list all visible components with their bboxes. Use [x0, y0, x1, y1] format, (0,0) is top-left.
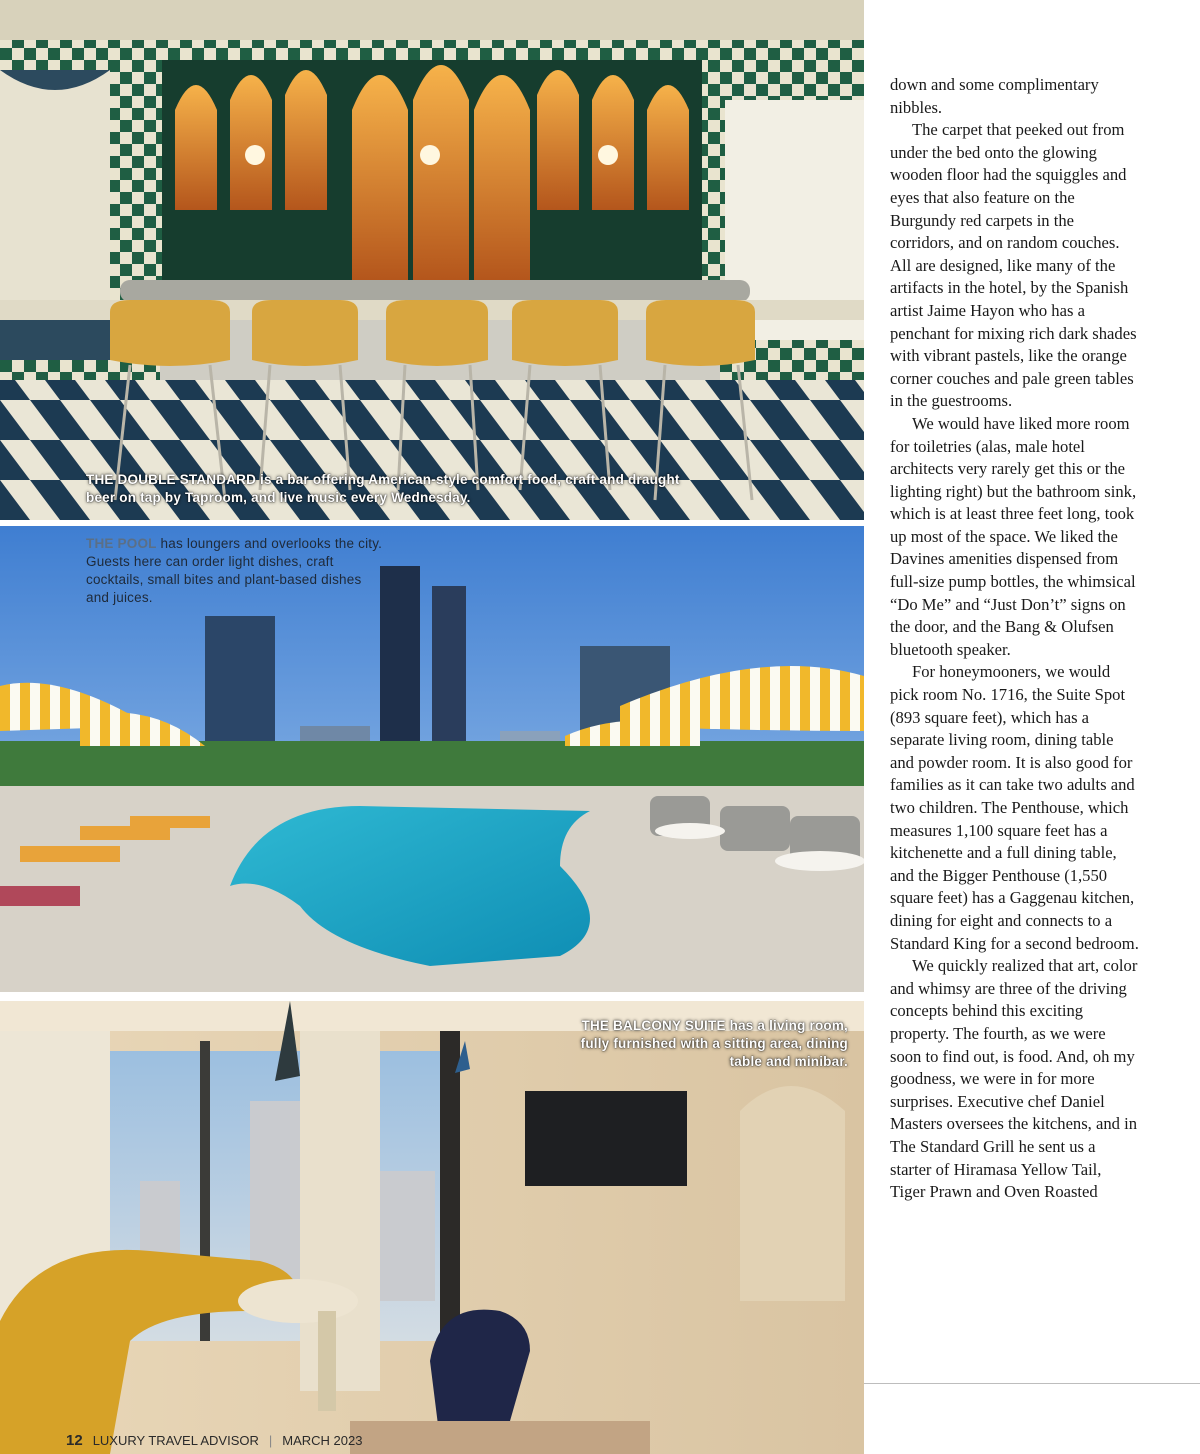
folio-separator: | — [268, 1433, 273, 1448]
page-folio — [66, 1432, 362, 1449]
publication-name: LUXURY TRAVEL ADVISOR — [92, 1433, 259, 1448]
page-number: 12 — [66, 1432, 83, 1449]
article-paragraph: We quickly realized that art, color and whimsy are three of the driving concepts behind this exciting property. The fourth, as we were soon to find out, is food. And, oh my goodness, we were in for more surprises. Executive chef Daniel Masters oversees the kitchens, and in The Standard Grill he sent us a starter of Hiramasa Yellow Tail, Tiger Prawn and Oven Roasted — [890, 956, 1138, 1202]
bar-photo — [0, 0, 864, 520]
article-column — [890, 74, 1140, 1204]
bar-caption-lead: THE DOUBLE STANDARD — [86, 472, 257, 487]
suite-caption — [560, 1017, 848, 1071]
pool-caption-lead: THE POOL — [86, 536, 157, 551]
article-paragraph: The carpet that peeked out from under the bed onto the glowing wooden floor had the squiggles and eyes that also feature on the Burgundy red carpets in the corridors, and on random couches. All are designed, like many of the artifacts in the hotel, by the Spanish artist Jaime Hayon who has a penchant for mixing rich dark shades with vibrant pastels, like the orange corner couches and pale green tables in the guestrooms. — [890, 120, 1137, 411]
suite-caption-text: has a living room, fully furnished with a sitting area, dining table and minibar. — [580, 1018, 848, 1069]
bar-caption — [86, 471, 686, 507]
article-paragraph: down and some complimentary nibbles. — [890, 75, 1099, 117]
column-divider — [864, 1383, 1200, 1384]
pool-caption — [86, 535, 386, 607]
pool-caption-text: has loungers and overlooks the city. Guests here can order light dishes, craft cocktails, small bites and plant-based dishes and juices. — [86, 536, 383, 605]
bar-caption-text: is a bar offering American-style comfort food, craft and draught beer on tap by Taproom, and live music every Wednesday. — [86, 472, 680, 505]
issue-date: MARCH 2023 — [282, 1433, 363, 1448]
article-paragraph: We would have liked more room for toiletries (alas, male hotel architects very rarely get this or the lighting right) but the bathroom sink, which is at least three feet long, took up most of the space. We liked the Davines amenities dispensed from full-size pump bottles, the whimsical “Do Me” and “Just Don’t” signs on the door, and the Bang & Olufsen bluetooth speaker. — [890, 413, 1137, 659]
article-paragraph: For honeymooners, we would pick room No. 1716, the Suite Spot (893 square feet), which has a separate living room, dining table and powder room. It is also good for families as it can take two adults and two children. The Penthouse, which measures 1,100 square feet has a kitchenette and a full dining table, and the Bigger Penthouse (1,550 square feet) has a Gaggenau kitchen, dining for eight and connects to a Standard King for a second bedroom. — [890, 662, 1139, 953]
suite-caption-lead: THE BALCONY SUITE — [581, 1018, 726, 1033]
